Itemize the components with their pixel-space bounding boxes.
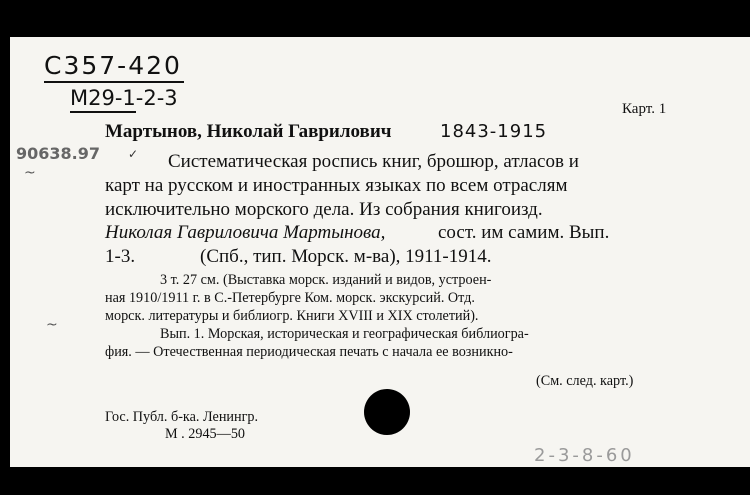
bottom-handwritten-note: 2-3-8-60: [534, 445, 635, 466]
title-line-3: исключительно морского дела. Из собрания книгоизд.: [105, 199, 543, 220]
check-mark-icon: ✓: [128, 147, 139, 161]
library-line-2: М . 2945—50: [165, 426, 246, 442]
continued-note: (См. след. карт.): [536, 373, 634, 389]
author-name: Мартынов, Николай Гаврилович: [105, 121, 392, 142]
description-line-2: ная 1910/1911 г. в С.-Петербурге Ком. морск. экскурсий. Отд.: [105, 290, 475, 306]
library-line-1: Гос. Публ. б-ка. Ленингр.: [105, 409, 259, 425]
description-line-3: морск. литературы и библиогр. Книги XVIII и XIX столетий).: [105, 308, 479, 324]
shelf-mark-underline: [44, 81, 184, 83]
description-line-4: Вып. 1. Морская, историческая и географическая библиогра-: [160, 326, 529, 342]
handwritten-mark: ~: [24, 165, 36, 181]
title-line-1: Систематическая роспись книг, брошюр, атласов и: [168, 151, 579, 172]
shelf-mark-1: С357-420: [44, 51, 182, 80]
punch-hole: [364, 389, 410, 435]
volumes: 1-3.: [105, 246, 136, 267]
description-line-5: фия. — Отечественная периодическая печать с начала ее возникно-: [105, 344, 513, 360]
compiler-name: Николая Гавриловича Мартынова,: [105, 222, 386, 243]
title-line-2: карт на русском и иностранных языках по всем отраслям: [105, 175, 568, 196]
compiler-note: сост. им самим. Вып.: [438, 222, 610, 243]
handwritten-margin-note: ~: [46, 317, 58, 333]
imprint: (Спб., тип. Морск. м-ва), 1911-1914.: [200, 246, 492, 267]
author-years: 1843-1915: [440, 121, 548, 142]
card-number: Карт. 1: [622, 101, 667, 117]
catalog-card: [10, 37, 750, 467]
inventory-stamp: 90638.97: [16, 144, 101, 163]
shelf-mark-2: М29-1-2-3: [70, 86, 178, 110]
description-line-1: 3 т. 27 см. (Выставка морск. изданий и видов, устроен-: [160, 272, 492, 288]
shelf-mark-2-underline: [70, 111, 136, 113]
